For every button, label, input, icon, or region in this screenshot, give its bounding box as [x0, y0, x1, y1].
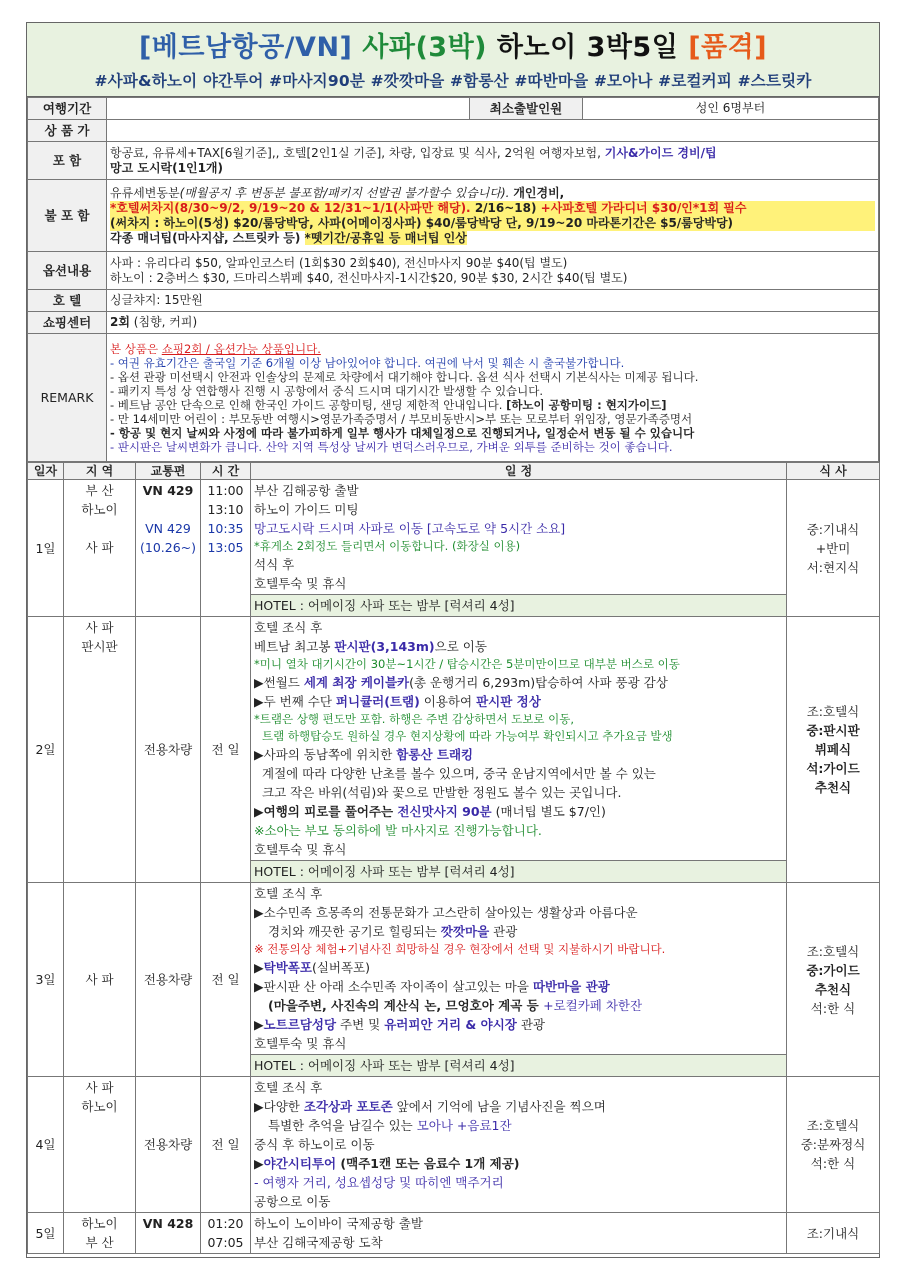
- day4-text: 특별한 추억을 남길수 있는: [268, 1118, 417, 1133]
- period-label: 여행기간: [28, 98, 107, 120]
- day3-line: ▶소수민족 흐몽족의 전통문화가 고스란히 살아있는 생활상과 아름다운: [254, 905, 638, 920]
- night-tour-highlight: 야간시티투어: [263, 1156, 337, 1171]
- day1-line: 부산 김해공항 출발: [254, 483, 359, 498]
- day5-line: 부산 김해국제공항 도착: [254, 1235, 383, 1250]
- remark-label: REMARK: [28, 334, 107, 462]
- photozone-highlight: 조각상과 포토존: [303, 1099, 393, 1114]
- day3-region: 사 파: [64, 883, 136, 1077]
- remark-airport-meeting: [하노이 공항미팅 : 현지가이드]: [506, 397, 667, 412]
- day4-region-sapa: 사 파: [85, 1080, 114, 1095]
- day3-text: ▶판시판 산 아래 소수민족 자이족이 살고있는 마을: [254, 979, 533, 994]
- day3-text: ▶: [254, 1017, 264, 1032]
- day4-text: ▶: [254, 1156, 264, 1171]
- day1-region: [64, 480, 136, 617]
- day1-hotel: HOTEL : 어메이징 사파 또는 밤부 [럭셔리 4성]: [251, 595, 787, 617]
- moana-highlight: 모아나 +음료1잔: [416, 1118, 512, 1133]
- day2-line: 트램 하행탑승도 원하실 경우 현지상황에 따라 가능여부 확인되시고 추가요금 발생: [262, 729, 673, 743]
- remark-passport: - 여권 유효기간은 출국일 기준 6개월 이상 남아있어야 합니다. 여권에 낙서 및 훼손 시 출국불가합니다.: [110, 355, 625, 370]
- include-mango: 망고 도시락(1인1개): [110, 160, 223, 175]
- day3-line: 호텔투숙 및 휴식: [254, 1036, 347, 1051]
- header-time: 시 간: [201, 463, 251, 480]
- option-sapa: 사파 : 유리다리 $50, 알파인코스터 (1회$30 2회$40), 전신마사지 90분 $40(팁 별도): [110, 255, 568, 270]
- day2-text: ▶여행의 피로를 풀어주는: [254, 804, 398, 819]
- day1-label: 1일: [28, 480, 64, 617]
- day3-line: ※ 전통의상 체험+기념사진 희망하실 경우 현장에서 선택 및 지불하시기 바랍니다.: [254, 942, 666, 956]
- day4-transport: 전용차량: [136, 1077, 201, 1213]
- day4-region: [64, 1077, 136, 1213]
- day2-time: 전 일: [201, 617, 251, 883]
- day3-meal-breakfast: 조:호텔식: [806, 943, 860, 959]
- day3-meal-dinner: 석:한 식: [810, 1000, 856, 1016]
- remark-weather: - 판시판은 날씨변화가 큽니다. 산악 지역 특성상 날씨가 변덕스러우므로, 가벼운 외투를 준비하는 것이 좋습니다.: [110, 439, 673, 454]
- day2-transport: 전용차량: [136, 617, 201, 883]
- schedule-table: [27, 462, 880, 1254]
- header: [27, 23, 879, 97]
- fansipan-highlight: 판시판(3,143m): [334, 639, 435, 654]
- header-day: 일자: [28, 463, 64, 480]
- massage-highlight: 전신맛사지 90분: [397, 804, 492, 819]
- header-transport: 교통편: [136, 463, 201, 480]
- day3-label: 3일: [28, 883, 64, 1077]
- exclude-surcharge-dates: *호텔써차지(8/30~9/2, 9/19~20 & 12/31~1/1(사파만 해당).: [110, 200, 471, 215]
- day4-label: 4일: [28, 1077, 64, 1213]
- day5-meal: 조:기내식: [787, 1213, 880, 1254]
- day1-meal: [787, 480, 880, 617]
- day1-line: *휴게소 2회정도 들리면서 이동합니다. (화장실 이용): [254, 539, 521, 553]
- remark-option-tour: - 옵션 관광 미선택시 안전과 인솔상의 문제로 차량에서 대기해야 합니다. 옵션 식사 선택시 기본식사는 미제공 됩니다.: [110, 369, 699, 384]
- page-title: [27, 23, 879, 65]
- day5-region-hanoi: 하노이: [81, 1216, 118, 1231]
- day4-text: 앞에서 기억에 남을 기념사진을 찍으며: [392, 1099, 606, 1114]
- day1-time: [201, 480, 251, 617]
- day4-meal: [787, 1077, 880, 1213]
- day1-transport: [136, 480, 201, 617]
- day5-time1: 01:20: [207, 1216, 244, 1231]
- day1-region-busan: 부 산: [85, 483, 114, 498]
- day1-time4: 13:05: [207, 540, 244, 555]
- day4-itinerary: [251, 1077, 787, 1213]
- shopping-count: 2회: [110, 315, 130, 329]
- day2-region-fansipan: 판시판: [81, 639, 118, 654]
- day2-line: 호텔투숙 및 휴식: [254, 842, 347, 857]
- exclude-label: 불 포 함: [28, 180, 107, 252]
- day4-meal-lunch: 중:분짜정식: [800, 1137, 866, 1152]
- day2-text: 이용하여: [419, 694, 477, 709]
- taban-highlight: 따반마을 관광: [532, 979, 610, 994]
- day1-region-sapa: 사 파: [85, 540, 114, 555]
- include-guide-fee: 기사&가이드 경비/팁: [604, 145, 717, 160]
- day2-region-sapa: 사 파: [85, 620, 114, 635]
- day4-line: 공항으로 이동: [254, 1194, 331, 1209]
- remark-schedule-change: - 항공 및 현지 날씨와 사정에 따라 불가피하게 일부 행사가 대체일정으로 진행되거나, 일정순서 변동 될 수 있습니다: [110, 425, 695, 440]
- remark-children: - 만 14세미만 어린이 : 부모동반 여행시>영문가족증명서 / 부모비동반시>부 또는 모로부터 위임장, 영문가족증명서: [110, 411, 693, 426]
- remark-content: [107, 334, 879, 462]
- day2-meal: [787, 617, 880, 883]
- day5-region: [64, 1213, 136, 1254]
- day2-itinerary: [251, 617, 787, 861]
- shopping-label: 쇼핑센터: [28, 312, 107, 334]
- day2-text: 베트남 최고봉: [254, 639, 335, 654]
- cable-car-highlight: 세계 최장 케이블카: [303, 675, 410, 690]
- period-value: [107, 98, 470, 120]
- day3-text: ▶: [254, 960, 264, 975]
- option-label: 옵션내용: [28, 252, 107, 290]
- day2-text: ▶사파의 동남쪽에 위치한: [254, 747, 397, 762]
- day2-text: 으로 이동: [434, 639, 487, 654]
- day2-line: 크고 작은 바위(석림)와 꽃으로 만발한 정원도 볼수 있는 곳입니다.: [262, 785, 622, 800]
- local-cafe-highlight: +로컬카페 차한잔: [543, 998, 643, 1013]
- day1-meal-banhmi: +반미: [815, 540, 851, 556]
- day1-time1: 11:00: [207, 483, 244, 498]
- day2-line: *트램은 상행 편도만 포함. 하행은 주변 감상하면서 도보로 이동,: [254, 712, 575, 726]
- header-meal: 식 사: [787, 463, 880, 480]
- include-content: [107, 142, 879, 180]
- day5-line: 하노이 노이바이 국제공항 출발: [254, 1216, 423, 1231]
- day5-time2: 07:05: [207, 1235, 244, 1250]
- remark-intro: 본 상품은: [110, 341, 159, 356]
- day3-text: 관광: [516, 1017, 545, 1032]
- day2-meal-lunch: 중:판시판: [806, 723, 860, 738]
- funicular-highlight: 퍼니큘러(트램): [335, 694, 420, 709]
- hotel-label: 호 텔: [28, 290, 107, 312]
- day4-meal-breakfast: 조:호텔식: [806, 1118, 860, 1133]
- header-itinerary: 일 정: [251, 463, 787, 480]
- day1-meal-dinner: 서:현지식: [806, 559, 860, 575]
- day2-line: 계절에 따라 다양한 난초를 볼수 있으며, 중국 운남지역에서만 볼 수 있는: [262, 766, 656, 781]
- day2-meal-breakfast: 조:호텔식: [806, 704, 860, 719]
- exclude-personal: 개인경비,: [513, 185, 565, 200]
- day2-line: ※소아는 부모 동의하에 발 마사지로 진행가능합니다.: [254, 823, 542, 838]
- day1-line: 하노이 가이드 미팅: [254, 502, 359, 517]
- day1-line: 석식 후: [254, 557, 295, 572]
- day2-label: 2일: [28, 617, 64, 883]
- title-sapa: 사파(3박): [362, 32, 488, 63]
- title-hanoi: 하노이 3박5일: [496, 32, 679, 63]
- day3-hotel: HOTEL : 어메이징 사파 또는 밤부 [럭셔리 4성]: [251, 1055, 787, 1077]
- day3-time: 전 일: [201, 883, 251, 1077]
- exclude-tips: 각종 매너팁(마사지샵, 스트릿카 등): [110, 230, 301, 245]
- day5-transport: VN 428: [136, 1213, 201, 1254]
- remark-package: - 패키지 특성 상 연합행사 진행 시 공항에서 중식 드시며 대기시간 발생할 수 있습니다.: [110, 383, 544, 398]
- day2-region: [64, 617, 136, 883]
- day5-label: 5일: [28, 1213, 64, 1254]
- day2-text: ▶썬월드: [254, 675, 304, 690]
- shopping-items: (침향, 커피): [129, 315, 198, 329]
- silver-falls-highlight: 탁박폭포: [263, 960, 312, 975]
- exclude-fuel-note: (매월공지 후 변동분 불포함/패키지 선발권 불가할수 있습니다).: [179, 185, 510, 200]
- day1-flight-alt-date: (10.26~): [139, 540, 196, 555]
- day1-time2: 13:10: [207, 502, 244, 517]
- header-region: 지 역: [64, 463, 136, 480]
- day1-flight-alt: VN 429: [145, 521, 191, 536]
- day2-meal-dinner: 석:가이드: [806, 761, 860, 776]
- day2-meal-buffet: 뷔페식: [814, 742, 852, 757]
- day3-text: 관광: [489, 924, 518, 939]
- day4-meal-dinner: 석:한 식: [810, 1156, 856, 1171]
- day1-region-hanoi: 하노이: [81, 502, 118, 517]
- exclude-fuel: 유류세변동분: [110, 185, 180, 200]
- day1-time3: 10:35: [207, 521, 244, 536]
- day5-itinerary: [251, 1213, 787, 1254]
- day3-itinerary: [251, 883, 787, 1055]
- day4-line: - 여행자 거리, 성요셉성당 및 따히엔 맥주거리: [254, 1175, 504, 1190]
- day4-region-hanoi: 하노이: [81, 1099, 118, 1114]
- european-street-highlight: 유러피안 거리 & 야시장: [384, 1017, 517, 1032]
- day5-time: [201, 1213, 251, 1254]
- day4-text: ▶다양한: [254, 1099, 304, 1114]
- day2-line: 호텔 조식 후: [254, 620, 323, 635]
- day1-itinerary: [251, 480, 787, 595]
- day3-text: (마을주변, 사진속의 계산식 논, 므엉호아 계곡 등: [268, 998, 544, 1013]
- day1-meal-lunch: 중:기내식: [806, 521, 860, 537]
- hotel-single-charge: 싱글챠지: 15만원: [107, 290, 879, 312]
- catcat-highlight: 깟깟마을: [440, 924, 490, 939]
- itinerary-document: [26, 22, 880, 1258]
- day3-text: 경치와 깨끗한 공기로 힐링되는: [268, 924, 441, 939]
- day4-text: (맥주1캔 또는 음료수 1개 제공): [336, 1156, 520, 1171]
- day1-line: 호텔투숙 및 휴식: [254, 576, 347, 591]
- include-label: 포 함: [28, 142, 107, 180]
- day3-line: 호텔 조식 후: [254, 886, 323, 901]
- option-content: [107, 252, 879, 290]
- exclude-surcharge-feb: 2/16~18): [474, 200, 537, 215]
- hashtags: #사파&하노이 야간투어 #마사지90분 #깟깟마을 #함롱산 #따반마을 #모아나 #로컬커피 #스트릿카: [94, 72, 812, 90]
- day2-text: (매너팁 별도 $7/인): [491, 804, 606, 819]
- day2-line: *미니 열차 대기시간이 30분~1시간 / 탑승시간은 5분미만이므로 대부분 버스로 이동: [254, 657, 680, 671]
- shopping-value: [107, 312, 879, 334]
- title-airline: [베트남항공/VN]: [138, 32, 353, 63]
- day3-transport: 전용차량: [136, 883, 201, 1077]
- hamrong-highlight: 함롱산 트래킹: [396, 747, 474, 762]
- day2-text: ▶두 번째 수단: [254, 694, 336, 709]
- day5-region-busan: 부 산: [85, 1235, 114, 1250]
- day3-text: 주변 및: [336, 1017, 385, 1032]
- day2-hotel: HOTEL : 어메이징 사파 또는 밤부 [럭셔리 4성]: [251, 861, 787, 883]
- price-label: 상 품 가: [28, 120, 107, 142]
- info-table: [27, 97, 879, 462]
- day2-text: (총 운행거리 6,293m)탑승하여 사파 풍광 감상: [409, 675, 668, 690]
- day1-flight-out: VN 429: [142, 483, 194, 498]
- option-hanoi: 하노이 : 2층버스 $30, 드마리스뷔페 $40, 전신마사지-1시간$20, 90분 $30, 2시간 $40(팁 별도): [110, 270, 628, 285]
- min-people-label: 최소출발인원: [470, 98, 583, 120]
- exclude-surcharge-detail: (써차지 : 하노이(5성) $20/룸당박당, 사파(어메이징사파) $40/룸당박당 단, 9/19~20 마라톤기간은 $5/룸당박당): [110, 216, 875, 231]
- day4-line: 중식 후 하노이로 이동: [254, 1137, 375, 1152]
- day1-line: 망고도시락 드시며 사파로 이동 [고속도로 약 5시간 소요]: [254, 521, 566, 536]
- price-value: [107, 120, 879, 142]
- title-grade: [품격]: [688, 32, 768, 63]
- exclude-content: [107, 180, 879, 252]
- include-text: 항공료, 유류세+TAX[6월기준],, 호텔[2인1실 기준], 차량, 입장료 및 식사, 2억원 여행자보험,: [110, 145, 601, 160]
- day3-meal-recommend: 추천식: [814, 981, 852, 997]
- remark-shopping-option: 쇼핑2회 / 옵션가능 상품입니다.: [161, 341, 321, 356]
- day4-line: 호텔 조식 후: [254, 1080, 323, 1095]
- min-people-value: 성인 6명부터: [583, 98, 879, 120]
- day3-meal-lunch: 중:가이드: [806, 962, 860, 978]
- summit-highlight: 판시판 정상: [476, 694, 541, 709]
- remark-police: - 베트남 공안 단속으로 인해 한국인 가이드 공항미팅, 샌딩 제한적 안내입니다.: [110, 397, 503, 412]
- exclude-holiday-tips: *뗏기간/공휴일 등 매너팁 인상: [304, 230, 467, 245]
- exclude-gala-dinner: +사파호텔 가라디너 $30/인*1회 필수: [540, 200, 747, 215]
- day3-meal: [787, 883, 880, 1077]
- day2-meal-recommend: 추천식: [814, 780, 852, 795]
- day4-time: 전 일: [201, 1077, 251, 1213]
- day3-text: (실버폭포): [311, 960, 370, 975]
- notre-dame-highlight: 노트르담성당: [263, 1017, 337, 1032]
